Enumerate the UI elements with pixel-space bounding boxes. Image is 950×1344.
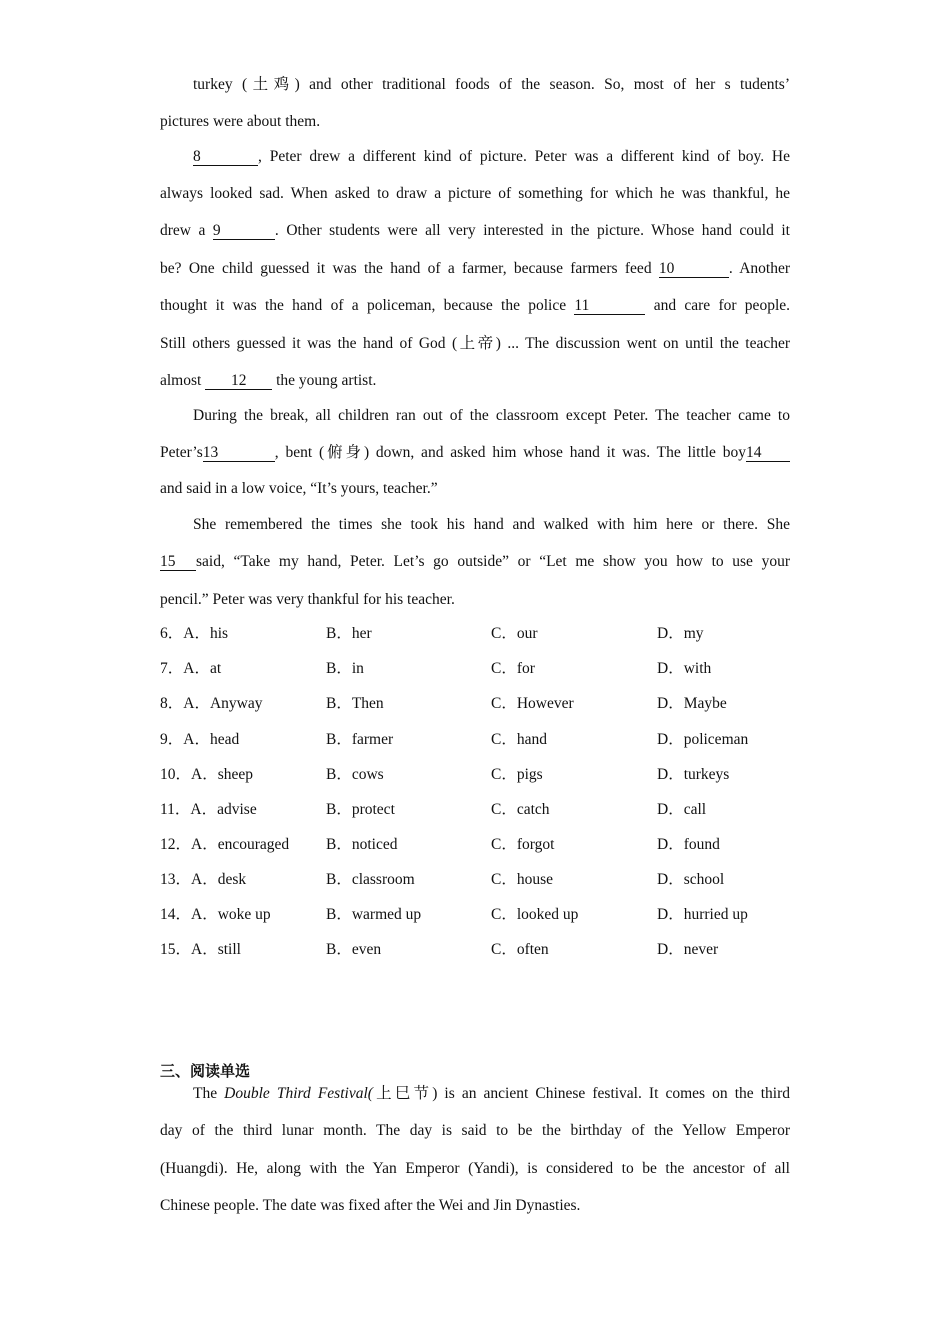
option-8-c: C．However [491,695,574,712]
blank-12: 12 [205,372,272,390]
text-segment: . Another [728,260,790,277]
text-line [160,406,790,426]
option-7-c: C．for [491,660,535,677]
option-8-b: B．Then [326,695,384,712]
text-line [160,259,790,279]
text-line [160,334,790,354]
text-segment: day of the third lunar month. The day is said to be the birthday of the Yellow Emperor [160,1122,790,1139]
section-heading: 三、阅读单选 [160,1062,251,1080]
text-segment: (Huangdi). He, along with the Yan Emperor (Yandi), is considered to be the ancestor of all [160,1160,790,1177]
option-11-b: B．protect [326,801,395,818]
blank-8: 8 [193,148,258,166]
option-13-b: B．classroom [326,871,415,888]
option-15-d: D．never [657,941,719,958]
blank-14: 14 [746,444,790,462]
text-line [160,479,790,499]
text-segment: almost [160,372,206,389]
text-segment: said, “Take my hand, Peter. Let’s go outside” or “Let me show you how to use your [196,553,790,570]
text-segment: The [193,1085,225,1102]
text-segment: During the break, all children ran out of the classroom except Peter. The teacher came to [193,407,790,424]
text-segment: . Other students were all very interested in the picture. Whose hand could it [274,222,790,239]
blank-15: 15 [160,553,196,571]
text-line [160,75,790,95]
option-14-c: C．looked up [491,906,579,923]
italic-title: Double Third Festival( [224,1085,373,1102]
text-segment: Still others guessed it was the hand of God (上帝) ... The discussion went on until the teacher [160,335,790,352]
text-segment: She remembered the times she took his hand and walked with him here or there. She [193,516,790,533]
option-10-d: D．turkeys [657,766,730,783]
text-segment: pictures were about them. [160,113,321,130]
option-14-a: 14．A．woke up [160,906,271,923]
text-line [160,221,790,241]
option-14-b: B．warmed up [326,906,422,923]
option-9-c: C．hand [491,731,547,748]
text-segment: the young artist. [272,372,377,389]
text-line [160,515,790,535]
text-segment: turkey (土鸡) and other traditional foods of the season. So, most of her s tudents’ [193,76,790,93]
option-8-a: 8．A．Anyway [160,695,263,712]
option-9-d: D．policeman [657,731,749,748]
text-segment: be? One child guessed it was the hand of a farmer, because farmers feed [160,260,659,277]
blank-11: 11 [574,297,645,315]
text-line [160,1159,790,1179]
option-11-a: 11．A．advise [160,801,257,818]
text-line [160,1121,790,1141]
text-segment: 上巳节) is an ancient Chinese festival. It comes on the third [372,1085,790,1102]
text-line [160,112,790,132]
text-segment: thought it was the hand of a policeman, because the police [160,297,575,314]
option-6-c: C．our [491,625,538,642]
option-11-d: D．call [657,801,707,818]
option-12-a: 12．A．encouraged [160,836,290,853]
option-13-d: D．school [657,871,725,888]
text-line [160,184,790,204]
option-12-b: B．noticed [326,836,398,853]
text-segment: , Peter drew a different kind of picture. Peter was a different kind of boy. He [258,148,790,165]
option-15-a: 15．A．still [160,941,241,958]
text-segment: Chinese people. The date was fixed after the Wei and Jin Dynasties. [160,1197,581,1214]
option-15-c: C．often [491,941,549,958]
text-segment: always looked sad. When asked to draw a picture of something for which he was thankful, he [160,185,790,202]
text-line [160,296,790,316]
option-13-c: C．house [491,871,554,888]
option-10-b: B．cows [326,766,384,783]
text-segment: and care for people. [645,297,791,314]
text-line [160,1084,790,1104]
option-8-d: D．Maybe [657,695,727,712]
option-7-d: D．with [657,660,712,677]
option-12-c: C．forgot [491,836,555,853]
text-segment: , bent (俯身) down, and asked him whose hand it was. The little boy [274,444,746,461]
text-segment: and said in a low voice, “It’s yours, teacher.” [160,480,438,497]
option-11-c: C．catch [491,801,550,818]
blank-10: 10 [659,260,729,278]
option-13-a: 13．A．desk [160,871,247,888]
blank-13: 13 [203,444,275,462]
option-6-d: D．my [657,625,704,642]
text-segment: drew a [160,222,213,239]
option-10-c: C．pigs [491,766,543,783]
option-9-a: 9．A．head [160,731,240,748]
option-6-a: 6．A．his [160,625,229,642]
text-segment: Peter’s [160,444,203,461]
text-line [160,552,790,572]
option-10-a: 10．A．sheep [160,766,253,783]
option-12-d: D．found [657,836,720,853]
option-9-b: B．farmer [326,731,394,748]
text-line [160,1196,790,1216]
text-line [160,371,790,391]
text-line [160,147,790,167]
blank-9: 9 [213,222,275,240]
option-7-a: 7．A．at [160,660,222,677]
option-7-b: B．in [326,660,364,677]
option-15-b: B．even [326,941,382,958]
option-14-d: D．hurried up [657,906,748,923]
text-line [160,443,790,463]
text-line [160,590,790,610]
option-6-b: B．her [326,625,372,642]
text-segment: pencil.” Peter was very thankful for his teacher. [160,591,455,608]
